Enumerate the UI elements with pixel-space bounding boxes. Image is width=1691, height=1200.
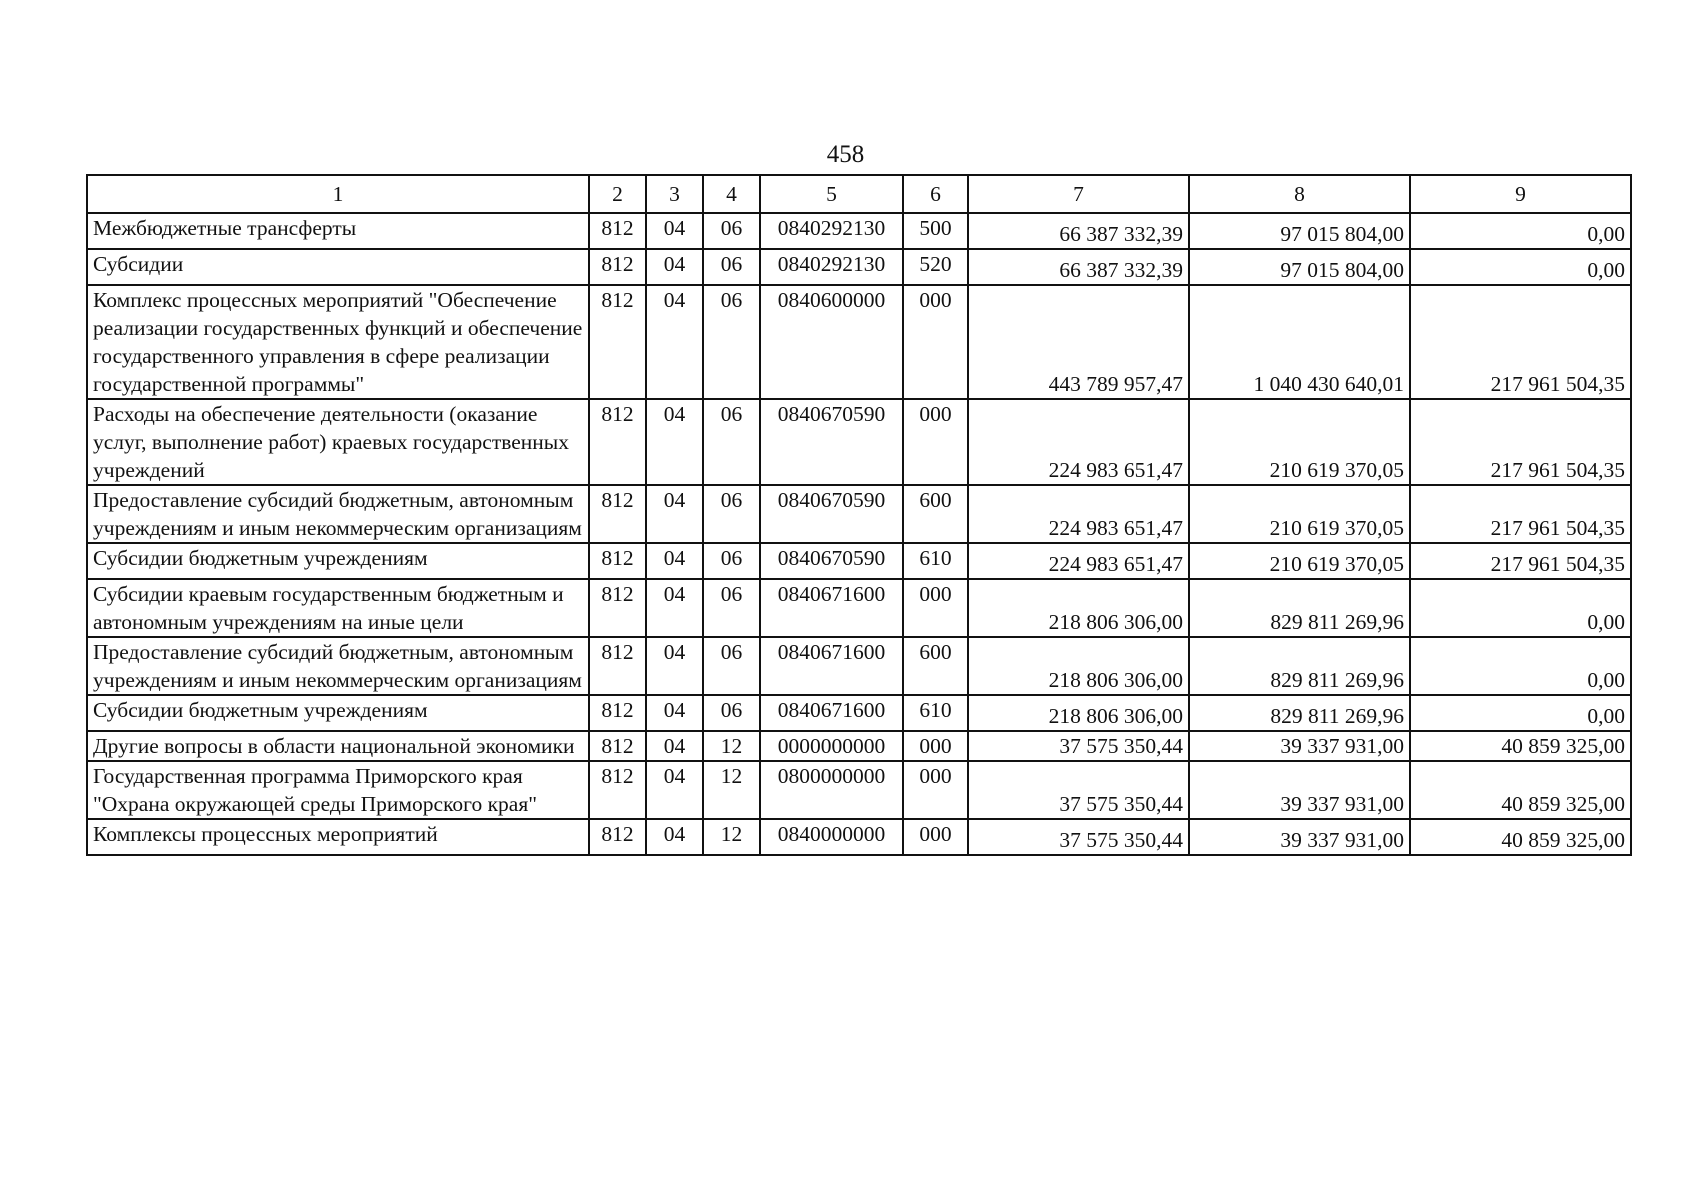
row-value-9: 0,00 [1410,637,1631,695]
table-row [87,249,1631,285]
header-cell: 2 [589,175,646,213]
header-cell: 4 [703,175,760,213]
row-code-2: 812 [589,285,646,399]
row-value-8: 39 337 931,00 [1189,731,1410,761]
row-code-2: 812 [589,399,646,485]
row-value-8: 97 015 804,00 [1189,249,1410,285]
table-row [87,637,1631,695]
budget-table [86,174,1632,856]
row-value-9: 40 859 325,00 [1410,819,1631,855]
header-cell: 6 [903,175,968,213]
table-row [87,485,1631,543]
row-value-8: 97 015 804,00 [1189,213,1410,249]
row-value-7: 37 575 350,44 [968,761,1189,819]
row-code-6: 000 [903,285,968,399]
row-code-3: 04 [646,731,703,761]
row-code-6: 000 [903,731,968,761]
row-value-8: 829 811 269,96 [1189,695,1410,731]
row-value-7: 66 387 332,39 [968,213,1189,249]
table-row [87,213,1631,249]
row-value-9: 217 961 504,35 [1410,485,1631,543]
row-code-3: 04 [646,213,703,249]
row-name: Комплексы процессных мероприятий [87,819,589,855]
row-code-4: 06 [703,249,760,285]
table-row [87,579,1631,637]
row-name: Комплекс процессных мероприятий "Обеспечение реализации государственных функций и обеспечение государственного управления в сфере реализации государственной программы" [87,285,589,399]
row-code-2: 812 [589,731,646,761]
row-value-9: 0,00 [1410,579,1631,637]
row-code-4: 06 [703,399,760,485]
header-cell: 3 [646,175,703,213]
row-code-4: 06 [703,485,760,543]
row-code-6: 600 [903,485,968,543]
row-code-2: 812 [589,695,646,731]
header-cell: 9 [1410,175,1631,213]
row-code-4: 06 [703,637,760,695]
row-code-6: 000 [903,579,968,637]
row-code-5: 0840670590 [760,543,903,579]
row-value-8: 39 337 931,00 [1189,761,1410,819]
header-cell: 5 [760,175,903,213]
row-name: Предоставление субсидий бюджетным, автономным учреждениям и иным некоммерческим организациям [87,637,589,695]
row-value-8: 39 337 931,00 [1189,819,1410,855]
row-code-4: 12 [703,819,760,855]
row-code-5: 0840671600 [760,695,903,731]
row-code-3: 04 [646,819,703,855]
row-code-3: 04 [646,761,703,819]
row-code-5: 0840671600 [760,579,903,637]
row-code-2: 812 [589,637,646,695]
row-value-8: 210 619 370,05 [1189,543,1410,579]
row-name: Предоставление субсидий бюджетным, автономным учреждениям и иным некоммерческим организациям [87,485,589,543]
row-value-9: 217 961 504,35 [1410,285,1631,399]
row-code-6: 520 [903,249,968,285]
table-row [87,543,1631,579]
row-code-4: 12 [703,761,760,819]
row-code-5: 0840670590 [760,485,903,543]
row-code-2: 812 [589,819,646,855]
row-value-9: 217 961 504,35 [1410,399,1631,485]
row-code-5: 0840292130 [760,213,903,249]
table-row [87,731,1631,761]
row-code-2: 812 [589,543,646,579]
row-code-6: 610 [903,543,968,579]
row-value-7: 37 575 350,44 [968,819,1189,855]
page-number: 458 [826,141,865,168]
row-code-4: 06 [703,285,760,399]
row-code-6: 500 [903,213,968,249]
row-code-3: 04 [646,637,703,695]
row-value-9: 0,00 [1410,213,1631,249]
row-code-3: 04 [646,579,703,637]
row-value-7: 218 806 306,00 [968,637,1189,695]
row-code-3: 04 [646,249,703,285]
row-value-7: 218 806 306,00 [968,695,1189,731]
row-value-8: 829 811 269,96 [1189,579,1410,637]
row-code-3: 04 [646,285,703,399]
row-code-5: 0840670590 [760,399,903,485]
row-code-4: 06 [703,695,760,731]
row-value-9: 0,00 [1410,249,1631,285]
row-name: Межбюджетные трансферты [87,213,589,249]
row-code-5: 0840600000 [760,285,903,399]
row-value-9: 0,00 [1410,695,1631,731]
row-value-9: 217 961 504,35 [1410,543,1631,579]
row-code-2: 812 [589,485,646,543]
row-value-9: 40 859 325,00 [1410,731,1631,761]
row-code-5: 0840292130 [760,249,903,285]
row-code-3: 04 [646,485,703,543]
row-code-4: 12 [703,731,760,761]
row-code-5: 0800000000 [760,761,903,819]
row-code-6: 000 [903,761,968,819]
row-name: Субсидии бюджетным учреждениям [87,695,589,731]
row-code-6: 000 [903,399,968,485]
row-code-6: 610 [903,695,968,731]
row-value-7: 66 387 332,39 [968,249,1189,285]
row-value-7: 218 806 306,00 [968,579,1189,637]
table-row [87,399,1631,485]
row-name: Субсидии [87,249,589,285]
row-value-7: 224 983 651,47 [968,399,1189,485]
table-row [87,819,1631,855]
row-code-5: 0840671600 [760,637,903,695]
row-code-2: 812 [589,213,646,249]
row-name: Другие вопросы в области национальной экономики [87,731,589,761]
row-code-4: 06 [703,579,760,637]
row-value-8: 210 619 370,05 [1189,485,1410,543]
row-value-7: 224 983 651,47 [968,485,1189,543]
row-code-4: 06 [703,543,760,579]
row-value-8: 210 619 370,05 [1189,399,1410,485]
row-value-7: 224 983 651,47 [968,543,1189,579]
row-code-2: 812 [589,761,646,819]
row-code-3: 04 [646,399,703,485]
row-code-3: 04 [646,695,703,731]
row-code-6: 600 [903,637,968,695]
table-row [87,285,1631,399]
row-code-5: 0000000000 [760,731,903,761]
header-cell: 7 [968,175,1189,213]
header-row [87,175,1631,213]
table-row [87,695,1631,731]
table-row [87,761,1631,819]
row-name: Субсидии краевым государственным бюджетным и автономным учреждениям на иные цели [87,579,589,637]
header-cell: 8 [1189,175,1410,213]
row-code-6: 000 [903,819,968,855]
header-cell: 1 [87,175,589,213]
row-value-8: 1 040 430 640,01 [1189,285,1410,399]
row-value-7: 37 575 350,44 [968,731,1189,761]
row-code-3: 04 [646,543,703,579]
row-value-8: 829 811 269,96 [1189,637,1410,695]
row-name: Государственная программа Приморского края "Охрана окружающей среды Приморского края" [87,761,589,819]
row-code-4: 06 [703,213,760,249]
row-value-7: 443 789 957,47 [968,285,1189,399]
row-code-5: 0840000000 [760,819,903,855]
row-name: Субсидии бюджетным учреждениям [87,543,589,579]
row-code-2: 812 [589,579,646,637]
row-name: Расходы на обеспечение деятельности (оказание услуг, выполнение работ) краевых государственных учреждений [87,399,589,485]
row-value-9: 40 859 325,00 [1410,761,1631,819]
row-code-2: 812 [589,249,646,285]
